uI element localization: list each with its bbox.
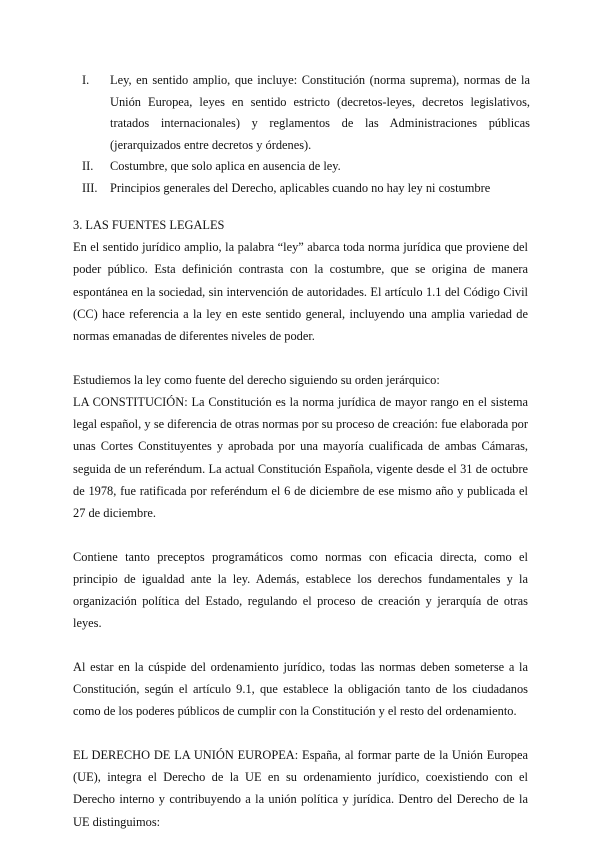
list-item-text: Costumbre, que solo aplica en ausencia de ley. — [110, 159, 341, 173]
study-line: Estudiemos la ley como fuente del derecho siguiendo su orden jerárquico: — [73, 372, 440, 387]
section-body — [73, 214, 528, 833]
sources-list — [70, 70, 530, 199]
preceptos-paragraph: Contiene tanto preceptos programáticos como normas con eficacia directa, como el principio de igualdad ante la ley. Además, establece los derechos fundamentales y la organización política del Estado, regulando el proceso de creación y jerarquía de otras leyes. — [73, 549, 528, 631]
intro-paragraph: En el sentido jurídico amplio, la palabra “ley” abarca toda norma jurídica que proviene del poder público. Esta definición contrasta con la costumbre, que se origina de manera espontánea en la sociedad, sin intervención de autoridades. El artículo 1.1 del Código Civil (CC) hace referencia a la ley en este sentido general, incluyendo una amplia variedad de normas emanadas de diferentes niveles de poder. — [73, 240, 528, 344]
list-item-text: Ley, en sentido amplio, que incluye: Constitución (norma suprema), normas de la Unión Europea, leyes en sentido estricto (decretos-leyes, decretos legislativos, tratados internacionales) y reglamentos de las Administraciones públicas (jerarquizados entre decretos y órdenes). — [110, 73, 530, 152]
list-item — [70, 156, 530, 178]
cuspide-paragraph: Al estar en la cúspide del ordenamiento jurídico, todas las normas deben someterse a la Constitución, según el artículo 9.1, que establece la obligación tanto de los ciudadanos como de los poderes públicos de cumplir con la Constitución y el resto del ordenamiento. — [73, 659, 528, 719]
list-item-number: II. — [82, 159, 94, 173]
constitucion-paragraph: LA CONSTITUCIÓN: La Constitución es la norma jurídica de mayor rango en el sistema legal español, y se diferencia de otras normas por su proceso de creación: fue elaborada por unas Cortes Constituyentes y aprobada por una mayoría cualificada de ambas Cámaras, seguida de un referéndum. La actual Constitución Española, vigente desde el 31 de octubre de 1978, fue ratificada por referéndum el 6 de diciembre de ese mismo año y publicada el 27 de diciembre. — [73, 394, 528, 520]
list-item — [70, 178, 530, 200]
list-item — [70, 70, 530, 156]
ue-paragraph: EL DERECHO DE LA UNIÓN EUROPEA: España, al formar parte de la Unión Europea (UE), integra el Derecho de la UE en su ordenamiento jurídico, coexistiendo con el Derecho interno y contribuyendo a la unión política y jurídica. Dentro del Derecho de la UE distinguimos: — [73, 748, 528, 829]
section-heading: 3. LAS FUENTES LEGALES — [73, 218, 225, 232]
list-item-number: I. — [82, 73, 90, 87]
list-item-text: Principios generales del Derecho, aplicables cuando no hay ley ni costumbre — [110, 180, 491, 195]
list-item-number: III. — [82, 180, 98, 195]
